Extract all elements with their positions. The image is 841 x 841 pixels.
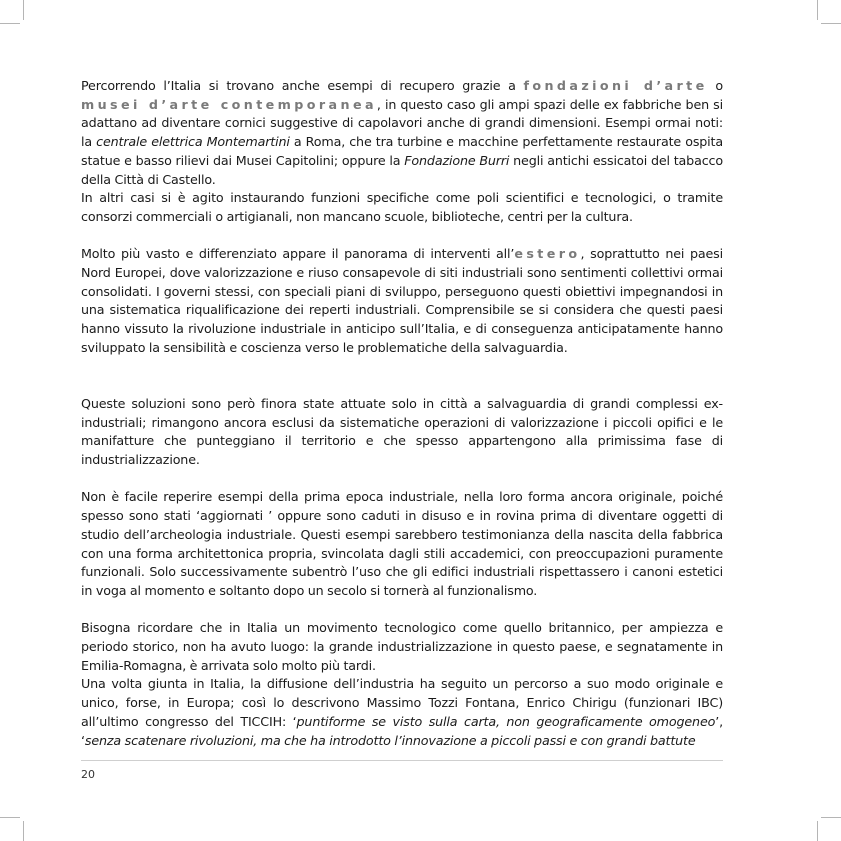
emphasis-text: estero: [514, 246, 581, 262]
text-run: Una volta giunta in Italia, la diffusione dell’industria ha seguito un percorso a suo modo originale e unico, forse, in Europa; così lo descrivono Massimo Tozzi Fontana, Enrico Chirigu (funzionari IBC) all’ultimo congresso del TICCIH: ‘: [81, 676, 723, 729]
text-run: Percorrendo l’Italia si trovano anche esempi di recupero grazie a: [81, 78, 524, 93]
crop-mark: [821, 817, 841, 818]
spacer: [81, 601, 723, 620]
paragraph: [81, 245, 723, 357]
text-run: Non è facile reperire esempi della prima epoca industriale, nella loro forma ancora originale, poiché spesso sono stati ‘aggiornati ’ oppure sono caduti in disuso e in rovina prima di diventare oggetti di studio dell’archeologia industriale. Questi esempi sarebbero testimonianza della nascita della fabbrica con una forma architettonica propria, svincolata dagli stili accademici, con preoccupazioni puramente funzionali. Solo successivamente subentrò l’uso che gli edifici industriali rispettassero i canoni estetici in voga al momento e soltanto dopo un secolo si tornerà al funzionalismo.: [81, 489, 723, 598]
emphasis-text: fondazioni d’arte: [523, 78, 708, 93]
crop-mark: [817, 0, 818, 20]
italic-text: Fondazione Burri: [404, 152, 510, 168]
footer-rule: [81, 760, 723, 761]
paragraph: [81, 395, 723, 470]
text-run: ’, ‘: [81, 713, 723, 748]
emphasis-text: musei d’arte contemporanea: [81, 96, 377, 112]
paragraph: [81, 189, 723, 226]
text-run: Queste soluzioni sono però finora state attuate solo in città a salvaguardia di grandi complessi ex-industriali; rimangono ancora esclusi da sistematiche operazioni di valorizzazione i piccoli opifici e le manifatture che punteggiano il territorio e che spesso appartengono alla primissima fase di industrializzazione.: [81, 395, 723, 468]
text-run: o: [707, 78, 723, 93]
text-run: Molto più vasto e differenziato appare il panorama di interventi all’: [81, 246, 515, 262]
crop-mark: [821, 23, 841, 24]
italic-text: puntiforme se visto sulla carta, non geograficamente omogeneo: [296, 713, 716, 729]
crop-mark: [23, 0, 24, 20]
paragraph: [81, 77, 723, 189]
italic-text: centrale elettrica Montemartini: [96, 134, 290, 150]
text-run: , soprattutto nei paesi Nord Europei, dove valorizzazione e riuso consapevole di siti industriali sono sentimenti collettivi ormai consolidati. I governi stessi, con speciali piani di sviluppo, perseguono questi obiettivi impegnandosi in una sistematica riqualificazione dei reperti industriali. Comprensibile se si considera che questi paesi hanno vissuto la rivoluzione industriale in anticipo sull’Italia, e di conseguenza anticipatamente hanno sviluppato la sensibilità e coscienza verso le problematiche della salvaguardia.: [81, 246, 723, 355]
text-run: a Roma, che tra turbine e macchine perfettamente restaurate ospita statue e basso rilievi dai Musei Capitolini; oppure la: [81, 134, 724, 168]
paragraph: [81, 619, 723, 675]
spacer: [81, 227, 723, 246]
spacer: [81, 470, 723, 489]
italic-text: senza scatenare rivoluzioni, ma che ha introdotto l’innovazione a piccoli passi e con grandi battute: [84, 732, 696, 748]
text-run: Bisogna ricordare che in Italia un movimento tecnologico come quello britannico, per ampiezza e periodo storico, non ha avuto luogo: la grande industrializzazione in questo paese, e segnatamente in Emilia-Romagna, è arrivata solo molto più tardi.: [81, 620, 723, 673]
page-number: 20: [81, 768, 95, 781]
paragraph: [81, 488, 723, 600]
body-text: [81, 77, 723, 750]
text-run: negli antichi essicatoi del tabacco della Città di Castello.: [81, 152, 723, 187]
text-run: In altri casi si è agito instaurando funzioni specifiche come poli scientifici e tecnologici, o tramite consorzi commerciali o artigianali, non mancano scuole, biblioteche, centri per la cultura.: [81, 190, 723, 224]
text-run: , in questo caso gli ampi spazi delle ex fabbriche ben si adattano ad diventare cornici suggestive di capolavori anche di grandi dimensioni. Esempi ormai noti: la: [81, 96, 723, 150]
crop-mark: [0, 23, 20, 24]
crop-mark: [817, 821, 818, 841]
crop-mark: [23, 821, 24, 841]
crop-mark: [0, 817, 20, 818]
paragraph: [81, 675, 723, 750]
spacer: [81, 358, 723, 395]
